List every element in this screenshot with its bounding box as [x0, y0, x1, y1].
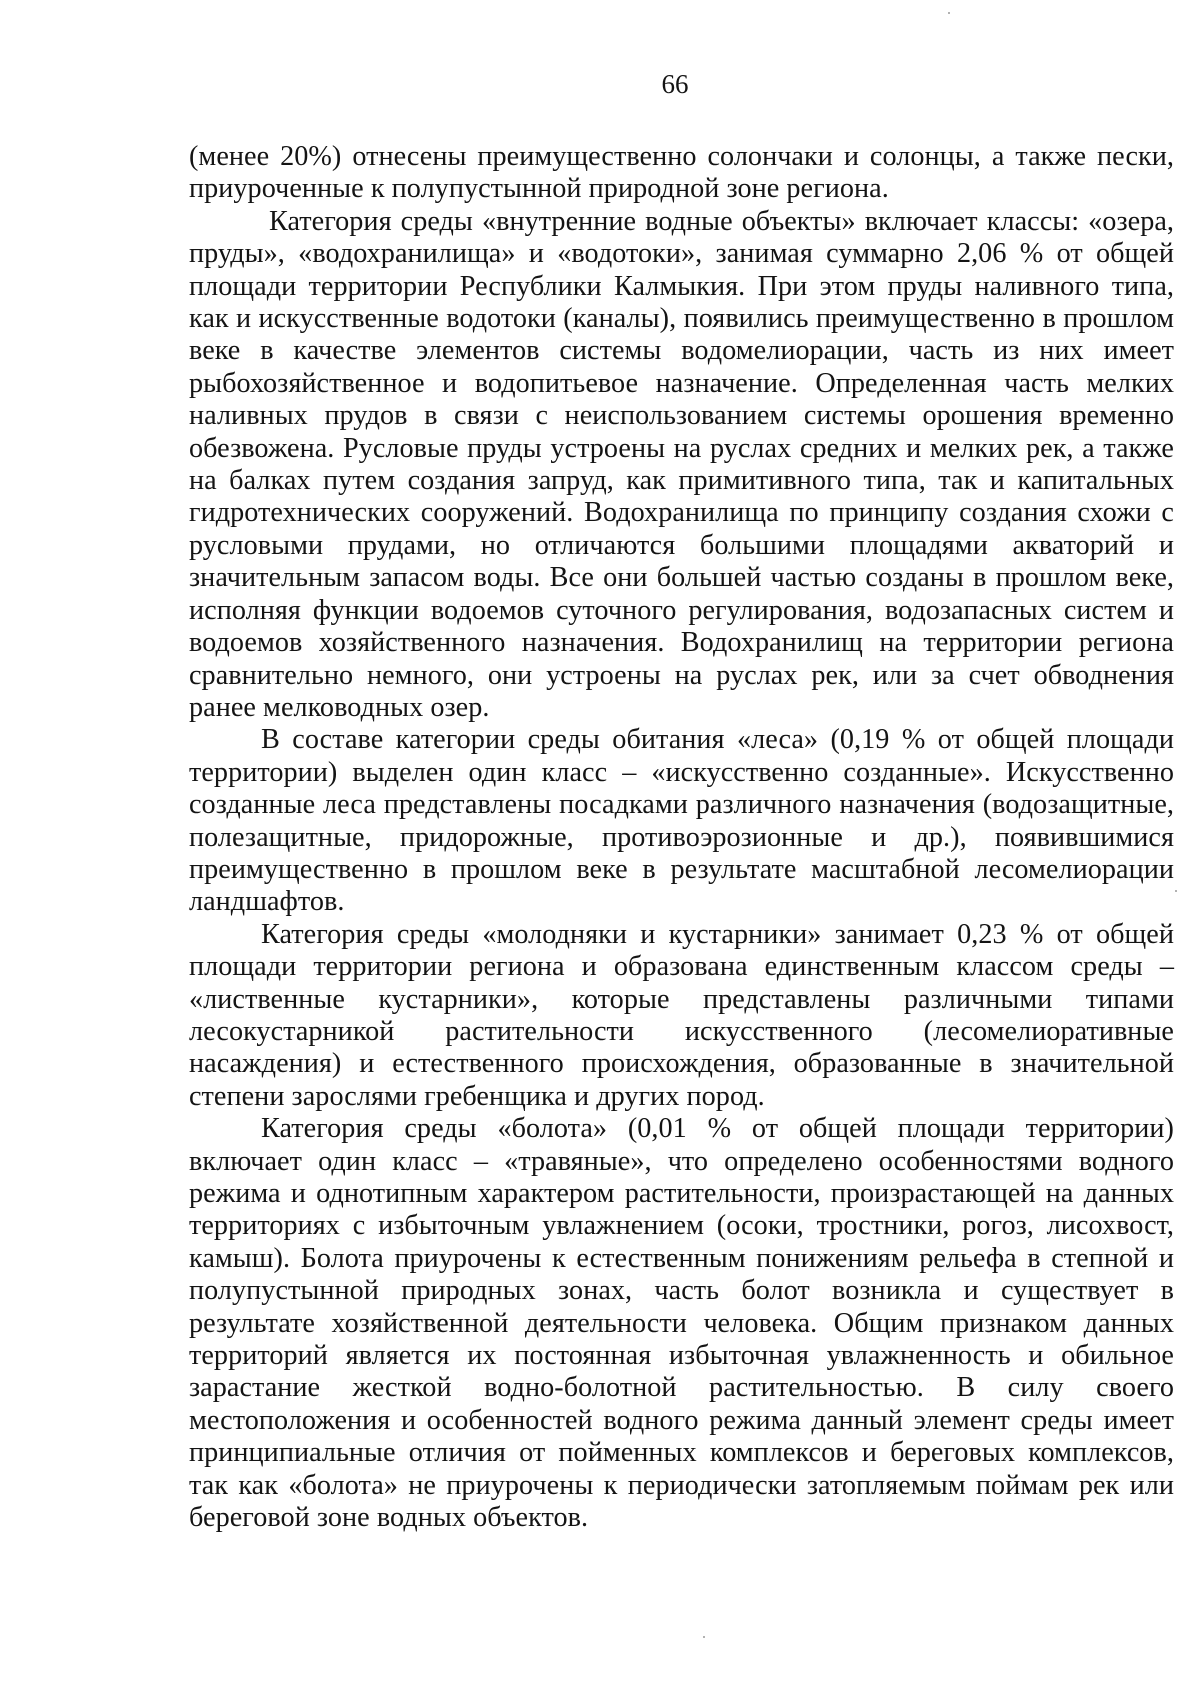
paragraph-inland-water: Категория среды «внутренние водные объекты» включает классы: «озера, пруды», «водохранилища» и «водотоки», занимая суммарно 2,06 % от общей площади территории Республики Калмыкия. При этом пруды наливного типа, как и искусственные водотоки (каналы), появились преимущественно в прошлом веке в качестве элементов системы водомелиорации, часть из них имеет рыбохозяйственное и водопитьевое назначение. Определенная часть мелких наливных прудов в связи с неиспользованием системы орошения временно обезвожена. Русловые пруды устроены на руслах средних и мелких рек, а также на балках путем создания запруд, как примитивного типа, так и капитальных гидротехнических сооружений. Водохранилища по принципу создания схожи с русловыми прудами, но отличаются большими площадями акваторий и значительным запасом воды. Все они большей частью созданы в прошлом веке, исполняя функции водоемов суточного регулирования, водозапасных систем и водоемов хозяйственного назначения. Водохранилищ на территории региона сравнительно немного, они устроены на руслах рек, или за счет обводнения ранее мелководных озер.	[189, 205, 1174, 723]
scan-speck	[1175, 890, 1177, 892]
paragraph-forests: В составе категории среды обитания «леса» (0,19 % от общей площади территории) выделен один класс – «искусственно созданные». Искусственно созданные леса представлены посадками различного назначения (водозащитные, полезащитные, придорожные, противоэрозионные и др.), появившимися преимущественно в прошлом веке в результате масштабной лесомелиорации ландшафтов.	[189, 724, 1174, 918]
scan-speck	[948, 12, 950, 14]
paragraph-continuation: (менее 20%) отнесены преимущественно солончаки и солонцы, а также пески, приуроченные к полупустынной природной зоне региона.	[189, 141, 1174, 205]
document-body	[189, 141, 1174, 1534]
page-number: 66	[661, 69, 689, 99]
paragraph-shrubs: Категория среды «молодняки и кустарники» занимает 0,23 % от общей площади территории региона и образована единственным классом среды – «лиственные кустарники», которые представлены различными типами лесокустарникой растительности искусственного (лесомелиоративные насаждения) и естественного происхождения, образованные в значительной степени зарослями гребенщика и других пород.	[189, 918, 1174, 1112]
paragraph-swamps: Категория среды «болота» (0,01 % от общей площади территории) включает один класс – «травяные», что определено особенностями водного режима и однотипным характером растительности, произрастающей на данных территориях с избыточным увлажнением (осоки, тростники, рогоз, лисохвост, камыш). Болота приурочены к естественным понижениям рельефа в степной и полупустынной природных зонах, часть болот возникла и существует в результате хозяйственной деятельности человека. Общим признаком данных территорий является их постоянная избыточная увлажненность и обильное зарастание жесткой водно-болотной растительностью. В силу своего местоположения и особенностей водного режима данный элемент среды имеет принципиальные отличия от пойменных комплексов и береговых комплексов, так как «болота» не приурочены к периодически затопляемым поймам рек или береговой зоне водных объектов.	[189, 1113, 1174, 1534]
scan-speck	[703, 1636, 705, 1638]
